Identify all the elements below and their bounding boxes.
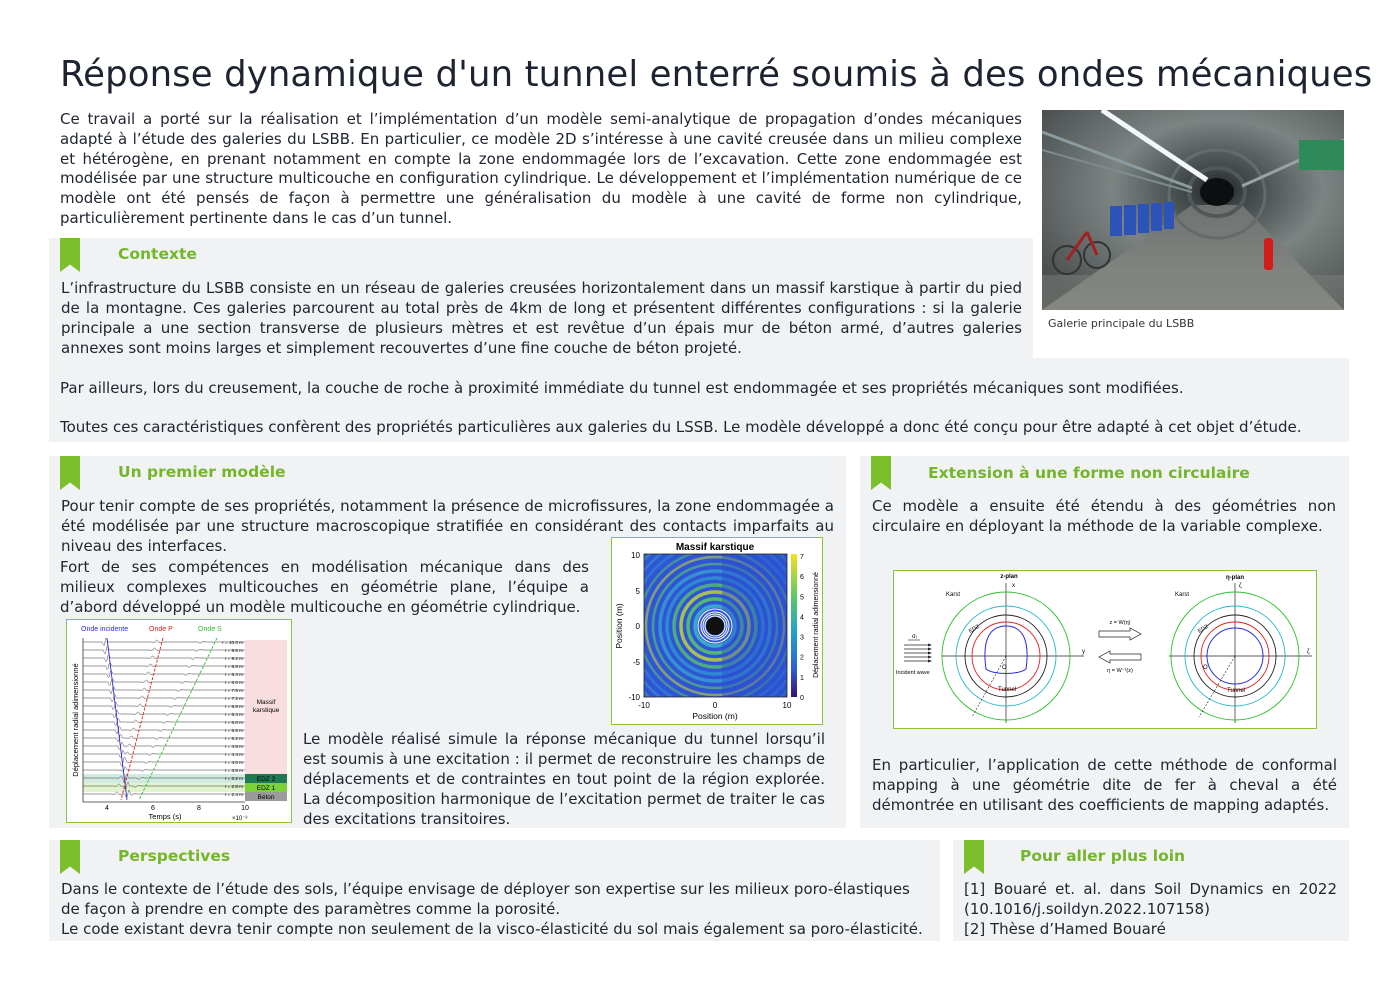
x-tick-4: 4 (105, 805, 109, 812)
perspectives-heading: Perspectives (118, 847, 231, 865)
extension-heading: Extension à une forme non circulaire (928, 464, 1250, 482)
radius-label: r = 7.6 m (224, 688, 243, 693)
seismo-trace (83, 702, 245, 709)
radius-label: r = 5.2 m (224, 736, 243, 741)
contexte-heading: Contexte (118, 245, 197, 263)
colorbar-tick: 2 (800, 654, 804, 662)
heatmap-y-label: Position (m) (614, 603, 624, 649)
x-tick-m10: -10 (638, 701, 650, 710)
radius-label: r = 6.0 m (224, 720, 243, 725)
seismo-trace (83, 662, 245, 669)
radius-label: r = 2.8 m (224, 784, 243, 789)
x-exponent: ×10⁻³ (232, 816, 248, 822)
x-tick-10: 10 (241, 805, 249, 812)
legend-p: Onde P (149, 626, 173, 633)
layer-karst-label-1: Massif (256, 699, 276, 706)
y-tick-10: 10 (631, 551, 640, 560)
colorbar (791, 554, 797, 697)
radius-label: r = 9.2 m (224, 656, 243, 661)
x-tick-6: 6 (151, 805, 155, 812)
gallery-photo (1042, 110, 1344, 310)
seismogram-figure (66, 619, 292, 823)
map-inverse-label: η = W⁻¹(z) (1107, 668, 1133, 674)
page-title: Réponse dynamique d'un tunnel enterré soumis à des ondes mécaniques (60, 54, 1373, 95)
incident-wave-label: Incident wave (896, 670, 930, 676)
heatmap-x-label: Position (m) (692, 711, 738, 721)
layer-edz1-label: EDZ 1 (256, 785, 276, 792)
colorbar-tick: 0 (800, 695, 804, 702)
seismo-trace (83, 734, 245, 741)
origin-right-label: O (1203, 665, 1208, 671)
y-axis-label: Déplacement radial adimensionné (71, 663, 80, 777)
y-tick-m10: -10 (628, 693, 640, 702)
layer-beton-label: Béton (257, 794, 275, 801)
zeta-axis-letter: ζ (1307, 649, 1310, 655)
perspectives-paragraph-1: Dans le contexte de l’étude des sols, l’équipe envisage de déployer son expertise sur les milieux poro-élastiques de façon à prendre en compte des paramètres comme la porosité. (61, 880, 910, 918)
perspectives-paragraph-2: Le code existant devra tenir compte non seulement de la visco-élasticité du sol mais également sa poro-élasticité. (61, 920, 923, 938)
colorbar-tick: 7 (800, 554, 804, 561)
seismo-trace (83, 710, 245, 717)
references-heading: Pour aller plus loin (1020, 847, 1186, 865)
premier-paragraph-3: Le modèle réalisé simule la réponse mécanique du tunnel lorsqu’il est soumis à une excitation : il permet de reconstruire les champs de déplacements et de contraintes en tout point de la région explorée. La décomposition harmonique de l’excitation permet de traiter le cas des excitations transitoires. (303, 730, 825, 828)
intro-paragraph: Ce travail a porté sur la réalisation et l’implémentation d’un modèle semi-analytique de propagation d’ondes mécaniques adapté à l’étude des galeries du LSBB. En particulier, ce modèle 2D s’intéresse à une cavité creusée dans un milieu complexe et hétérogène, en prenant notamment en compte la zone endommagée lors de l’excavation. Cette zone endommagée est modélisée par une structure multicouche en configuration cylindrique. Le développement et l’implémentation numérique de ce modèle ont été pensés de façon à permettre une généralisation du modèle à une cavité de forme non cylindrique, particulièrement pertinente dans le cas d’un tunnel. (60, 110, 1022, 227)
radius-label: r = 3.2 m (224, 776, 243, 781)
radius-label: r = 4.8 m (224, 744, 243, 749)
radius-label: r = 7.2 m (224, 696, 243, 701)
map-forward-label: z = W(η) (1109, 620, 1131, 626)
radius-label: r = 6.8 m (224, 704, 243, 709)
seismo-trace (83, 694, 245, 701)
colorbar-tick: 1 (800, 674, 804, 682)
colorbar-label: Déplacement radial adimensionné (813, 572, 820, 678)
radius-label: r = 8.4 m (224, 672, 243, 677)
radius-label: r = 4.4 m (224, 752, 243, 757)
seismo-trace (83, 766, 245, 771)
radius-label: r = 3.6 m (224, 768, 243, 773)
contexte-paragraph-3: Toutes ces caractéristiques confèrent des propriétés particulières aux galeries du LSSB. Le modèle développé a donc été conçu pour être adapté à cet objet d’étude. (60, 418, 1302, 436)
conformal-mapping-figure (893, 570, 1317, 729)
seismo-trace (83, 647, 245, 654)
radius-label: r = 8.0 m (224, 680, 243, 685)
x-tick-0: 0 (712, 701, 718, 710)
radius-label: r = 2.4 m (224, 792, 243, 797)
extension-paragraph-2: En particulier, l’application de cette méthode de conformal mapping à une géométrie dite de fer à cheval a été démontrée en utilisant des coefficients de mapping adaptés. (872, 756, 1337, 814)
seismo-trace (83, 750, 245, 757)
origin-left-label: O (1002, 665, 1007, 671)
radius-label: r = 8.8 m (224, 664, 243, 669)
karst-right-label: Karst (1175, 592, 1190, 598)
radius-label: r = 6.4 m (224, 712, 243, 717)
eta-axis-letter: ζ (1239, 583, 1242, 589)
seismo-trace (83, 654, 245, 661)
x-tick-8: 8 (197, 805, 201, 812)
extension-paragraph-1: Ce modèle a ensuite été étendu à des géométries non circulaire en déployant la méthode de la variable complexe. (872, 497, 1336, 535)
legend-incident: Onde incidente (81, 626, 129, 633)
colorbar-tick: 6 (800, 574, 804, 582)
radius-label: r = 5.6 m (224, 728, 243, 733)
eta-plan-label: η-plan (1226, 575, 1244, 581)
colorbar-tick: 3 (800, 634, 804, 642)
x-axis-label: Temps (s) (148, 812, 182, 821)
premier-paragraph-2: Fort de ses compétences en modélisation mécanique dans des milieux complexes multicouches en géométrie plane, l’équipe a d’abord développé un modèle multicouche en géométrie cylindrique. (60, 558, 589, 616)
seismo-trace (83, 687, 245, 694)
x-tick-10: 10 (782, 701, 792, 710)
colorbar-tick: 4 (800, 614, 804, 622)
contexte-paragraph-2: Par ailleurs, lors du creusement, la couche de roche à proximité immédiate du tunnel est endommagée et ses propriétés mécaniques sont modifiées. (60, 379, 1184, 397)
karst-heatmap-figure (611, 537, 823, 725)
tunnel-right-label: Tunnel (1227, 688, 1246, 694)
seismo-trace (83, 670, 245, 677)
reference-2: [2] Thèse d’Hamed Bouaré (964, 920, 1166, 938)
photo-caption: Galerie principale du LSBB (1048, 317, 1195, 330)
tunnel-cavity (706, 617, 724, 635)
y-tick-5: 5 (635, 587, 640, 596)
seismo-trace (83, 727, 245, 734)
contexte-paragraph-1: L’infrastructure du LSBB consiste en un réseau de galeries creusées horizontalement dans un massif karstique à partir du pied de la montagne. Ces galeries parcourent au total près de 4km de long et présentent différentes configurations : si la galerie principale a une section transverse de plusieurs mètres et est revêtue d’un épais mur de béton armé, d’autres galeries annexes sont moins larges et simplement recouvertes d’une fine couche de béton projeté. (61, 279, 1022, 357)
x-axis-letter: x (1012, 583, 1015, 589)
y-tick-0: 0 (635, 622, 640, 631)
reference-1: [1] Bouaré et. al. dans Soil Dynamics en 2022 (10.1016/j.soildyn.2022.107158) (964, 880, 1337, 918)
radius-label: r = 10.0 m (222, 640, 243, 645)
karst-left-label: Karst (946, 592, 961, 598)
premier-heading: Un premier modèle (118, 463, 286, 481)
colorbar-tick: 5 (800, 594, 804, 602)
z-plan-label: z-plan (1000, 574, 1018, 580)
radius-label: r = 4.0 m (224, 760, 243, 765)
edz-left-label: EDZ (968, 624, 981, 635)
heatmap-title: Massif karstique (675, 542, 755, 553)
edz-right-label: EDZ (1197, 624, 1210, 635)
y-tick-m5: -5 (632, 658, 640, 667)
sigma-label: σᵢ (912, 634, 917, 640)
radius-label: r = 9.6 m (224, 648, 243, 653)
legend-s: Onde S (198, 626, 222, 633)
seismo-trace (83, 757, 245, 766)
y-axis-letter: y (1082, 649, 1085, 655)
layer-edz2-label: EDZ 2 (256, 776, 276, 783)
seismo-trace (83, 678, 245, 686)
tunnel-left-label: Tunnel (998, 687, 1017, 693)
layer-karst-label-2: karstique (252, 707, 280, 714)
premier-paragraph-1: Pour tenir compte de ses propriétés, notamment la présence de microfissures, la zone endommagée a été modélisée par une structure macroscopique stratifiée en considérant des contacts imparfaits au niveau des interfaces. (61, 497, 834, 555)
